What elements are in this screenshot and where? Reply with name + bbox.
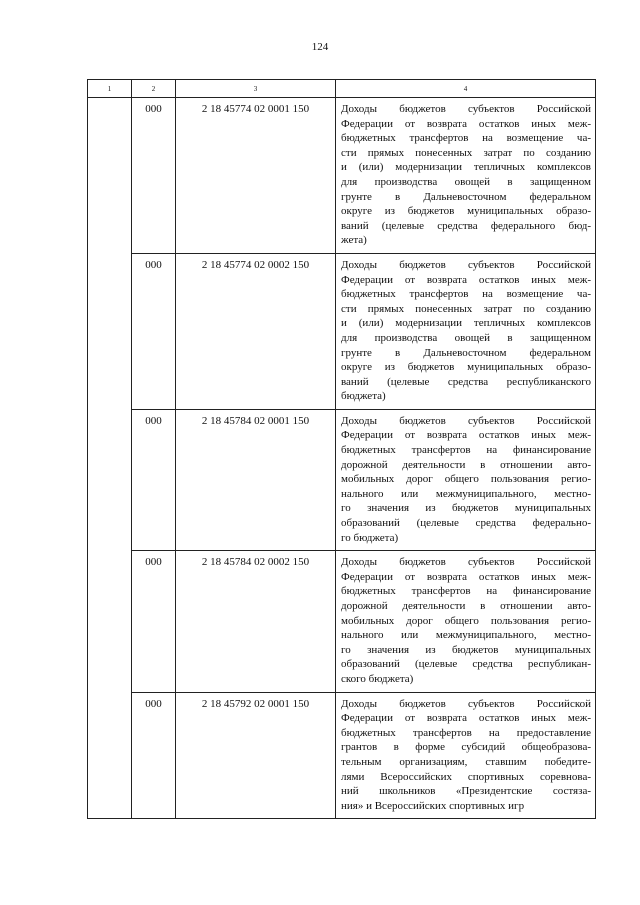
description-line: бюджетных трансфертов на финансирование	[341, 444, 591, 457]
description-line: нального или межмуниципального, местно-	[341, 487, 591, 500]
admin-code-cell: 000	[132, 98, 176, 254]
description-line: образований (целевые средства федеральнo-	[341, 517, 591, 530]
description-line: Доходы бюджетов субъектов Российской	[341, 414, 591, 427]
budget-classification-code-cell: 2 18 45774 02 0001 150	[176, 98, 336, 254]
budget-classification-code-cell: 2 18 45784 02 0001 150	[176, 409, 336, 550]
header-col-2: 2	[132, 80, 176, 98]
description-line: Доходы бюджетов субъектов Российской	[341, 556, 591, 569]
description-line: и (или) модернизации тепличных комплексов	[341, 317, 591, 330]
header-col-4: 4	[336, 80, 596, 98]
description-line: дорожной деятельности в отношении авто-	[341, 458, 591, 471]
description-line: дорожной деятельности в отношении авто-	[341, 600, 591, 612]
description-line: грунте в Дальневосточном федеральном	[341, 190, 591, 203]
description-line: мобильных дорог общего пользования регио-	[341, 473, 591, 486]
description-line: ского бюджета)	[341, 672, 414, 685]
description-line: го бюджета)	[341, 531, 399, 544]
description-line: Федерации от возврата остатков иных меж-	[341, 429, 591, 442]
revenue-description-cell	[336, 692, 596, 819]
description-line: Доходы бюджетов субъектов Российской	[341, 697, 591, 710]
revenue-description-cell	[336, 409, 596, 550]
description-line: бюджетных трансфертов на возмещение ча-	[341, 288, 591, 301]
description-line: образований (целевые средства республикан-	[341, 658, 591, 671]
description-line: ния» и Всероссийских спортивных игр	[341, 799, 525, 812]
description-line: грантов в форме субсидий общеобразова-	[341, 741, 591, 754]
description-line: грунте в Дальневосточном федеральном	[341, 346, 591, 359]
description-line: Доходы бюджетов субъектов Российской	[341, 258, 591, 271]
description-line: жета)	[341, 234, 367, 247]
description-line: нального или межмуниципального, местно-	[341, 629, 591, 642]
table-row	[88, 253, 596, 409]
table-row	[88, 409, 596, 550]
description-line: сти прямых понесенных затрат по созданию	[341, 146, 591, 159]
revenue-description-cell	[336, 551, 596, 692]
description-line: Федерации от возврата остатков иных меж-	[341, 570, 591, 583]
table-row	[88, 692, 596, 819]
description-line: ний школьников «Президентские состяза-	[341, 785, 591, 798]
description-line: тельным организациям, ставшим победите-	[341, 755, 591, 768]
description-line: лями Всероссийских спортивных соревнова-	[341, 770, 591, 783]
description-line: бюджетных трансфертов на возмещение ча-	[341, 132, 591, 145]
header-row	[88, 80, 596, 98]
description-line: для производства овощей в защищенном	[341, 175, 591, 188]
table-body	[88, 98, 596, 819]
description-line: бюджетных трансфертов на финансирование	[341, 585, 591, 598]
description-line: Федерации от возврата остатков иных меж-	[341, 117, 591, 130]
description-line: и (или) модернизации тепличных комплексов	[341, 161, 591, 174]
budget-classification-code-cell: 2 18 45784 02 0002 150	[176, 551, 336, 692]
budget-classification-code-cell: 2 18 45774 02 0002 150	[176, 253, 336, 409]
admin-code-cell: 000	[132, 692, 176, 819]
description-line: мобильных дорог общего пользования регио-	[341, 614, 591, 627]
admin-code-cell: 000	[132, 253, 176, 409]
page-number: 124	[311, 41, 329, 53]
description-line: для производства овощей в защищенном	[341, 331, 591, 344]
table-header	[88, 80, 596, 98]
budget-revenue-table	[87, 79, 596, 819]
header-col-1: 1	[88, 80, 132, 98]
header-col-3: 3	[176, 80, 336, 98]
description-line: Доходы бюджетов субъектов Российской	[341, 103, 591, 115]
description-line: бюджетных трансфертов на предоставление	[341, 726, 591, 739]
empty-first-column-cell	[88, 98, 132, 819]
description-line: го значения из бюджетов муниципальных	[341, 502, 591, 515]
revenue-description-cell	[336, 253, 596, 409]
description-line: округе из бюджетов муниципальных образо-	[341, 361, 591, 374]
description-line: го значения из бюджетов муниципальных	[341, 643, 591, 656]
description-line: Федерации от возврата остатков иных меж-	[341, 273, 591, 286]
table-row	[88, 551, 596, 692]
budget-classification-code-cell: 2 18 45792 02 0001 150	[176, 692, 336, 819]
admin-code-cell: 000	[132, 409, 176, 550]
description-line: ваний (целевые средства федерального бюд-	[341, 219, 591, 232]
description-line: бюджета)	[341, 390, 386, 403]
description-line: сти прямых понесенных затрат по созданию	[341, 302, 591, 315]
description-line: ваний (целевые средства республиканского	[341, 375, 591, 388]
admin-code-cell: 000	[132, 551, 176, 692]
description-line: округе из бюджетов муниципальных образо-	[341, 205, 591, 218]
revenue-description-cell	[336, 98, 596, 254]
description-line: Федерации от возврата остатков иных меж-	[341, 712, 591, 725]
table-row	[88, 98, 596, 254]
